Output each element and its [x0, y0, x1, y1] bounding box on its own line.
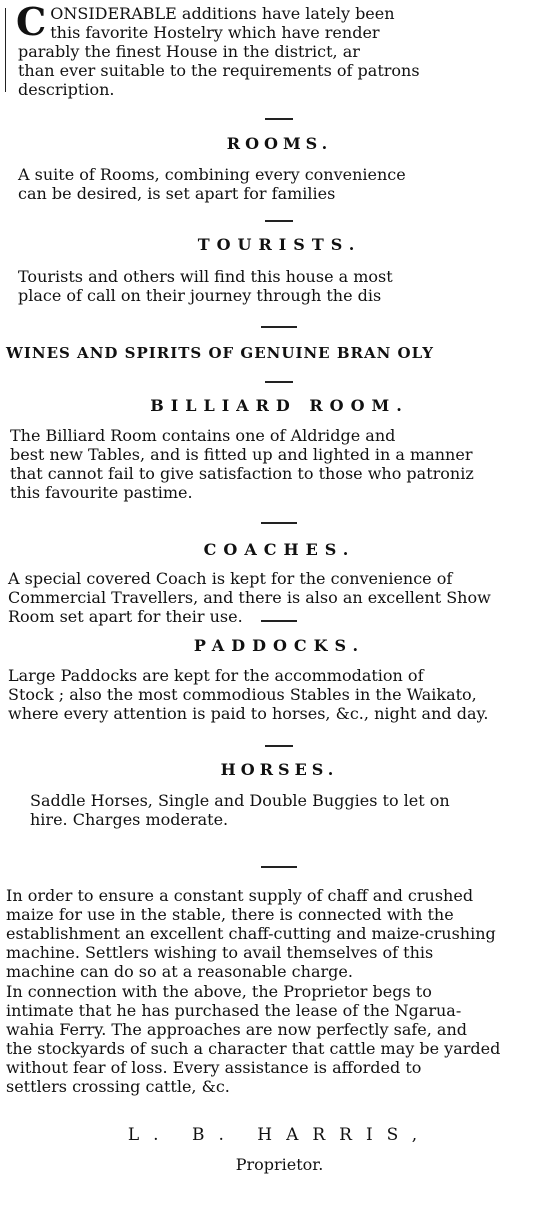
drop-cap: C — [16, 0, 47, 44]
divider-6 — [261, 620, 297, 622]
chaff-body: In order to ensure a constant supply of chaff and crushed maize for use in the stable, there is connected with the establishment an excellent chaff-cutting and maize-crushing machine. Settlers wishing to avail themselves of this machine can do so at a reasonable charge. — [6, 886, 496, 981]
heading-paddocks: PADDOCKS. — [193, 636, 366, 655]
divider-8 — [261, 866, 297, 868]
margin-rule — [5, 8, 6, 92]
heading-billiard: BILLIARD ROOM. — [150, 396, 409, 415]
heading-wines: WINES AND SPIRITS OF GENUINE BRAN OLY — [6, 344, 434, 362]
coaches-body: A special covered Coach is kept for the convenience of Commercial Travellers, and there is also an excellent Show Room set apart for their use. — [8, 569, 491, 626]
heading-coaches: COACHES. — [203, 540, 356, 559]
heading-tourists: TOURISTS. — [197, 235, 362, 254]
divider-1 — [265, 118, 293, 120]
heading-horses: HORSES. — [220, 760, 339, 779]
paddocks-body: Large Paddocks are kept for the accommodation of Stock ; also the most commodious Stables in the Waikato, where every attention is paid to horses, &c., night and day. — [8, 666, 489, 723]
proprietor-name: L. B. HARRIS, — [127, 1125, 432, 1145]
intro-paragraph — [16, 0, 555, 99]
divider-3 — [261, 326, 297, 328]
divider-7 — [265, 745, 293, 747]
heading-rooms: ROOMS. — [226, 134, 333, 153]
divider-5 — [261, 522, 297, 524]
tourists-body: Tourists and others will find this house a most place of call on their journey through the dis — [18, 267, 393, 305]
proprietor-title: Proprietor. — [235, 1155, 324, 1174]
ferry-body: In connection with the above, the Proprietor begs to intimate that he has purchased the lease of the Ngarua- wahia Ferry. The approaches are now perfectly safe, and the stockyards of such a character that cattle may be yarded without fear of loss. Every assistance is afforded to settlers crossing cattle, &c. — [6, 982, 501, 1096]
horses-body: Saddle Horses, Single and Double Buggies to let on hire. Charges moderate. — [30, 791, 450, 829]
rooms-body: A suite of Rooms, combining every convenience can be desired, is set apart for families — [18, 165, 406, 203]
billiard-body: The Billiard Room contains one of Aldridge and best new Tables, and is fitted up and lighted in a manner that cannot fail to give satisfaction to those who patroniz this favourite pastime. — [10, 426, 474, 502]
intro-text: ONSIDERABLE additions have lately been this favorite Hostelry which have render parably the finest House in the district, ar than ever suitable to the requirements of patrons description. — [18, 4, 420, 99]
divider-4 — [265, 381, 293, 383]
divider-2 — [265, 220, 293, 222]
